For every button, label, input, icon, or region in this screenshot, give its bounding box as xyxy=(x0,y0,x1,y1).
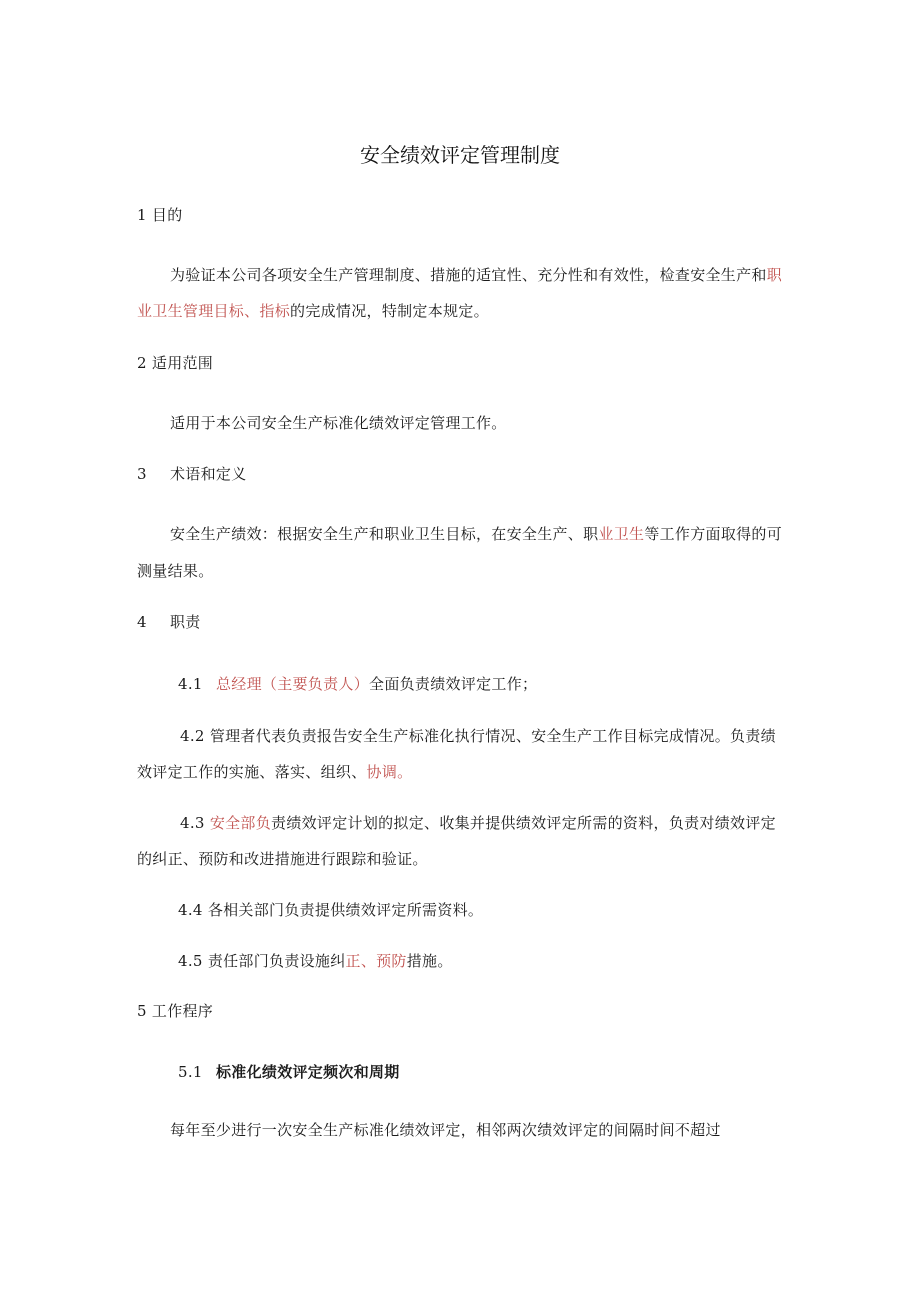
text-span: 措施。 xyxy=(406,952,453,970)
highlighted-text: 总经理（主要负责人） xyxy=(216,675,370,693)
text-span: 安全生产绩效：根据安全生产和职业卫生目标，在安全生产、职 xyxy=(170,525,599,543)
section-number: 3 xyxy=(137,465,147,483)
document-title: 安全绩效评定管理制度 xyxy=(360,143,560,167)
text-span: 全面负责绩效评定工作； xyxy=(369,675,538,693)
text-span: 为验证本公司各项安全生产管理制度、措施的适宜性、充分性和有效性，检查安全生产和 xyxy=(170,266,767,284)
highlighted-text: 协调。 xyxy=(366,763,413,781)
section-1-paragraph-line-1 xyxy=(170,265,782,285)
item-4-5 xyxy=(178,951,453,971)
section-4-heading xyxy=(137,612,201,632)
section-title: 术语和定义 xyxy=(170,465,247,483)
section-1-heading: 1 目的 xyxy=(137,206,183,224)
item-4-4: 4.4 各相关部门负责提供绩效评定所需资料。 xyxy=(178,901,484,919)
highlighted-text: 安全部负 xyxy=(209,814,272,832)
highlighted-text: 正、预防 xyxy=(345,952,407,970)
highlighted-text: 业卫生 xyxy=(598,525,645,543)
highlighted-text: 职 xyxy=(766,266,783,284)
subsection-5-1-heading xyxy=(178,1062,400,1082)
text-span: 等工作方面取得的可 xyxy=(644,525,783,543)
item-4-2-line-1: 4.2 管理者代表负责报告安全生产标准化执行情况、安全生产工作目标完成情况。负责绩 xyxy=(180,727,776,745)
item-4-3-line-2: 的纠正、预防和改进措施进行跟踪和验证。 xyxy=(137,850,428,868)
highlighted-text: 业卫生管理目标、指标 xyxy=(137,302,291,320)
item-4-2-line-2 xyxy=(137,762,412,782)
item-4-1 xyxy=(178,674,537,694)
text-span: 4.5 责任部门负责设施纠 xyxy=(178,952,346,970)
section-5-paragraph: 每年至少进行一次安全生产标准化绩效评定，相邻两次绩效评定的间隔时间不超过 xyxy=(170,1121,721,1139)
text-span: 的完成情况，特制定本规定。 xyxy=(290,302,489,320)
section-2-paragraph: 适用于本公司安全生产标准化绩效评定管理工作。 xyxy=(170,414,507,432)
item-4-3-line-1 xyxy=(180,813,776,833)
section-3-paragraph-line-1 xyxy=(170,524,782,544)
text-span: 效评定工作的实施、落实、组织、 xyxy=(137,763,367,781)
section-1-paragraph-line-2 xyxy=(137,301,489,321)
item-number: 4.3 xyxy=(180,814,210,832)
section-5-heading: 5 工作程序 xyxy=(137,1002,214,1020)
section-3-paragraph-line-2: 测量结果。 xyxy=(137,562,214,580)
section-3-heading xyxy=(137,464,247,484)
text-span: 责绩效评定计划的拟定、收集并提供绩效评定所需的资料，负责对绩效评定 xyxy=(271,814,776,832)
item-number: 4.1 xyxy=(178,675,203,693)
section-number: 4 xyxy=(137,613,147,631)
subsection-title: 标准化绩效评定频次和周期 xyxy=(216,1063,400,1081)
section-2-heading: 2 适用范围 xyxy=(137,354,214,372)
item-number: 5.1 xyxy=(178,1063,203,1081)
section-title: 职责 xyxy=(170,613,201,631)
